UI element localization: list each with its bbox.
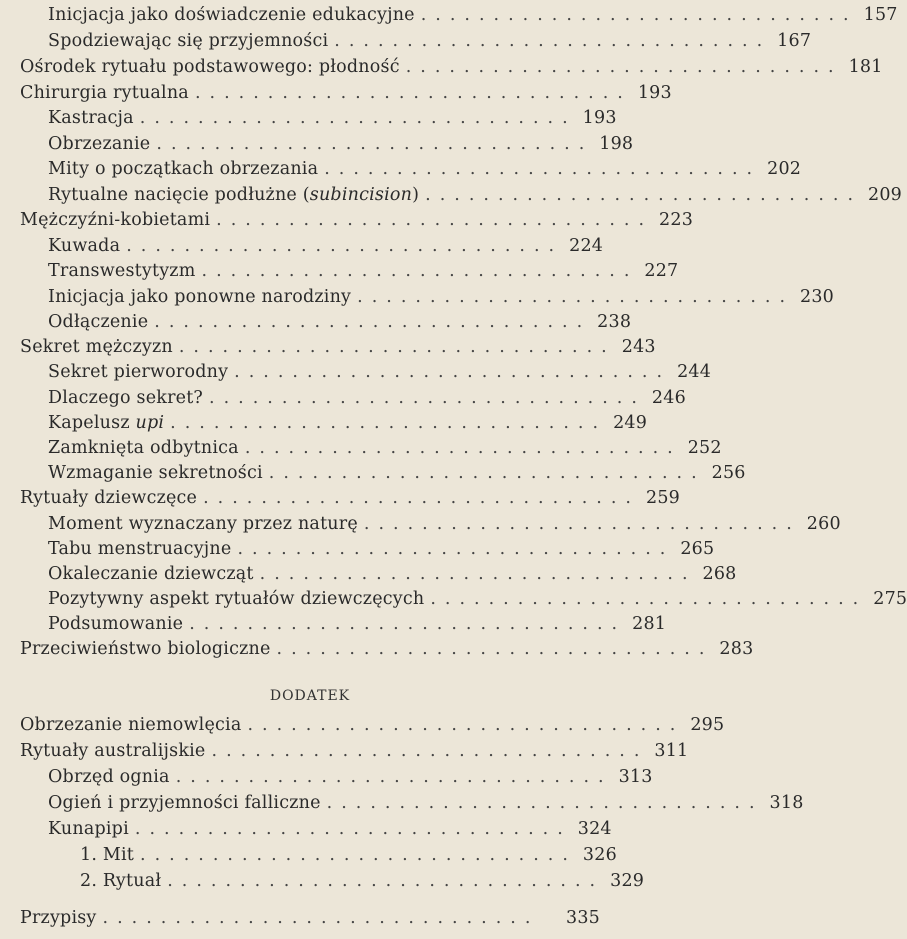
toc-entry — [48, 765, 653, 789]
entry-title: Spodziewając się przyjemności — [48, 31, 329, 51]
leader-dots: .............................. — [425, 185, 863, 205]
leader-dots: .............................. — [156, 134, 594, 154]
leader-dots: .............................. — [247, 715, 685, 735]
toc-entry — [48, 791, 804, 815]
toc-entry — [48, 612, 667, 636]
toc-entry — [80, 843, 617, 867]
toc-entry — [20, 486, 681, 510]
toc-entry — [20, 55, 883, 79]
entry-page: 281 — [632, 614, 667, 634]
toc-entry — [48, 234, 604, 258]
leader-dots: .............................. — [276, 639, 714, 659]
toc-entry — [48, 310, 632, 334]
toc-entry — [48, 259, 679, 283]
entry-page: 193 — [637, 83, 672, 103]
entry-page: 244 — [677, 362, 712, 382]
entry-page: 227 — [644, 261, 679, 281]
leader-dots: .............................. — [211, 741, 649, 761]
entry-page: 202 — [767, 159, 802, 179]
entry-title: Obrzezanie niemowlęcia — [20, 715, 242, 735]
entry-page: 157 — [863, 5, 898, 25]
toc-entry — [48, 106, 617, 130]
toc-entry — [48, 285, 835, 309]
entry-title: Pozytywny aspekt rytuałów dziewczęcych — [48, 589, 425, 609]
entry-page: 318 — [769, 793, 804, 813]
entry-title: 2. Rytuał — [80, 871, 162, 891]
leader-dots: .............................. — [203, 488, 640, 508]
leader-dots: .............................. — [178, 337, 616, 357]
toc-entry — [48, 183, 903, 207]
toc-entry — [20, 81, 672, 105]
leader-dots: .............................. — [175, 767, 613, 787]
leader-dots: .............................. — [139, 108, 577, 128]
entry-page: 181 — [848, 57, 883, 77]
toc-entry — [20, 739, 689, 763]
entry-title: Chirurgia rytualna — [20, 83, 189, 103]
leader-dots: .............................. — [430, 589, 868, 609]
entry-page: 260 — [806, 514, 841, 534]
entry-title: Kunapipi — [48, 819, 129, 839]
entry-page: 223 — [659, 210, 694, 230]
entry-page: 249 — [613, 413, 648, 433]
toc-entry — [20, 637, 754, 661]
leader-dots: .............................. — [405, 57, 843, 77]
leader-dots: .............................. — [201, 261, 639, 281]
entry-title: Przypisy — [20, 908, 97, 928]
leader-dots: .............................. — [326, 793, 764, 813]
toc-entry — [48, 461, 746, 485]
entry-title: Rytualne nacięcie podłużne (subincision) — [48, 185, 420, 205]
entry-title: Rytuały dziewczęce — [20, 488, 198, 508]
entry-page: 295 — [690, 715, 725, 735]
entry-title: Wzmaganie sekretności — [48, 463, 263, 483]
leader-dots: .............................. — [126, 236, 564, 256]
entry-page: 193 — [582, 108, 617, 128]
leader-dots: .............................. — [259, 564, 697, 584]
leader-dots: .............................. — [189, 614, 627, 634]
leader-dots: .............................. — [167, 871, 605, 891]
toc-entry — [48, 29, 812, 53]
entry-title: Ośrodek rytuału podstawowego: płodność — [20, 57, 400, 77]
leader-dots: .............................. — [324, 159, 762, 179]
leader-dots: .............................. — [268, 463, 706, 483]
entry-page: 275 — [873, 589, 907, 609]
entry-title: Sekret pierworodny — [48, 362, 229, 382]
toc-entry — [20, 713, 725, 737]
entry-page: 324 — [577, 819, 612, 839]
leader-dots: .............................. — [102, 908, 540, 928]
leader-dots: .............................. — [234, 362, 672, 382]
entry-title: Moment wyznaczany przez naturę — [48, 514, 358, 534]
entry-page: 238 — [597, 312, 632, 332]
entry-page: 256 — [711, 463, 746, 483]
toc-entry — [48, 512, 841, 536]
leader-dots: .............................. — [216, 210, 654, 230]
toc-entry — [48, 587, 907, 611]
entry-title: Inicjacja jako ponowne narodziny — [48, 287, 352, 307]
leader-dots: .............................. — [140, 845, 577, 865]
entry-page: 243 — [621, 337, 656, 357]
leader-dots: .............................. — [170, 413, 608, 433]
entry-page: 209 — [868, 185, 903, 205]
entry-title: Obrzezanie — [48, 134, 151, 154]
entry-title: Kuwada — [48, 236, 121, 256]
leader-dots: .............................. — [363, 514, 801, 534]
entry-title: Okaleczanie dziewcząt — [48, 564, 254, 584]
toc-entry — [48, 537, 715, 561]
toc-entry — [48, 436, 722, 460]
toc-entry — [20, 335, 656, 359]
entry-page: 246 — [651, 388, 686, 408]
entry-title: Transwestytyzm — [48, 261, 196, 281]
entry-page: 268 — [702, 564, 737, 584]
toc-entry — [48, 132, 634, 156]
toc-entry — [20, 906, 600, 930]
entry-page: 335 — [565, 908, 600, 928]
entry-title: Ogień i przyjemności falliczne — [48, 793, 321, 813]
entry-page: 167 — [777, 31, 812, 51]
entry-title: 1. Mit — [80, 845, 135, 865]
appendix-heading: DODATEK — [269, 688, 351, 704]
entry-title: Odłączenie — [48, 312, 149, 332]
entry-title: Mity o początkach obrzezania — [48, 159, 319, 179]
entry-title: Rytuały australijskie — [20, 741, 206, 761]
toc-entry — [48, 3, 898, 27]
entry-title: Mężczyźni-kobietami — [20, 210, 211, 230]
entry-page: 283 — [719, 639, 754, 659]
entry-page: 230 — [800, 287, 835, 307]
toc-entry — [48, 562, 737, 586]
toc-entry — [48, 360, 712, 384]
entry-page: 259 — [646, 488, 681, 508]
entry-title: Zamknięta odbytnica — [48, 438, 239, 458]
entry-title: Inicjacja jako doświadczenie edukacyjne — [48, 5, 415, 25]
entry-title: Kapelusz upi — [48, 413, 165, 433]
leader-dots: .............................. — [420, 5, 858, 25]
entry-page: 326 — [582, 845, 617, 865]
leader-dots: .............................. — [194, 83, 632, 103]
entry-title: Kastracja — [48, 108, 134, 128]
leader-dots: .............................. — [357, 287, 795, 307]
entry-title: Podsumowanie — [48, 614, 184, 634]
entry-page: 265 — [680, 539, 715, 559]
toc-entry — [48, 411, 648, 435]
entry-title: Obrzęd ognia — [48, 767, 170, 787]
leader-dots: .............................. — [244, 438, 682, 458]
toc-entry — [48, 817, 612, 841]
leader-dots: .............................. — [154, 312, 592, 332]
toc-entry — [20, 208, 694, 232]
leader-dots: .............................. — [237, 539, 675, 559]
entry-page: 198 — [599, 134, 634, 154]
entry-page: 313 — [618, 767, 653, 787]
entry-page: 252 — [687, 438, 722, 458]
entry-title: Tabu menstruacyjne — [48, 539, 232, 559]
entry-title: Przeciwieństwo biologiczne — [20, 639, 271, 659]
toc-entry — [48, 157, 802, 181]
leader-dots: .............................. — [209, 388, 646, 408]
leader-dots: .............................. — [334, 31, 772, 51]
entry-title: Sekret mężczyzn — [20, 337, 173, 357]
entry-page: 311 — [654, 741, 689, 761]
toc-entry — [48, 386, 686, 410]
entry-title: Dlaczego sekret? — [48, 388, 204, 408]
entry-page: 224 — [569, 236, 604, 256]
toc-entry — [80, 869, 645, 893]
leader-dots: .............................. — [134, 819, 572, 839]
entry-page: 329 — [610, 871, 645, 891]
